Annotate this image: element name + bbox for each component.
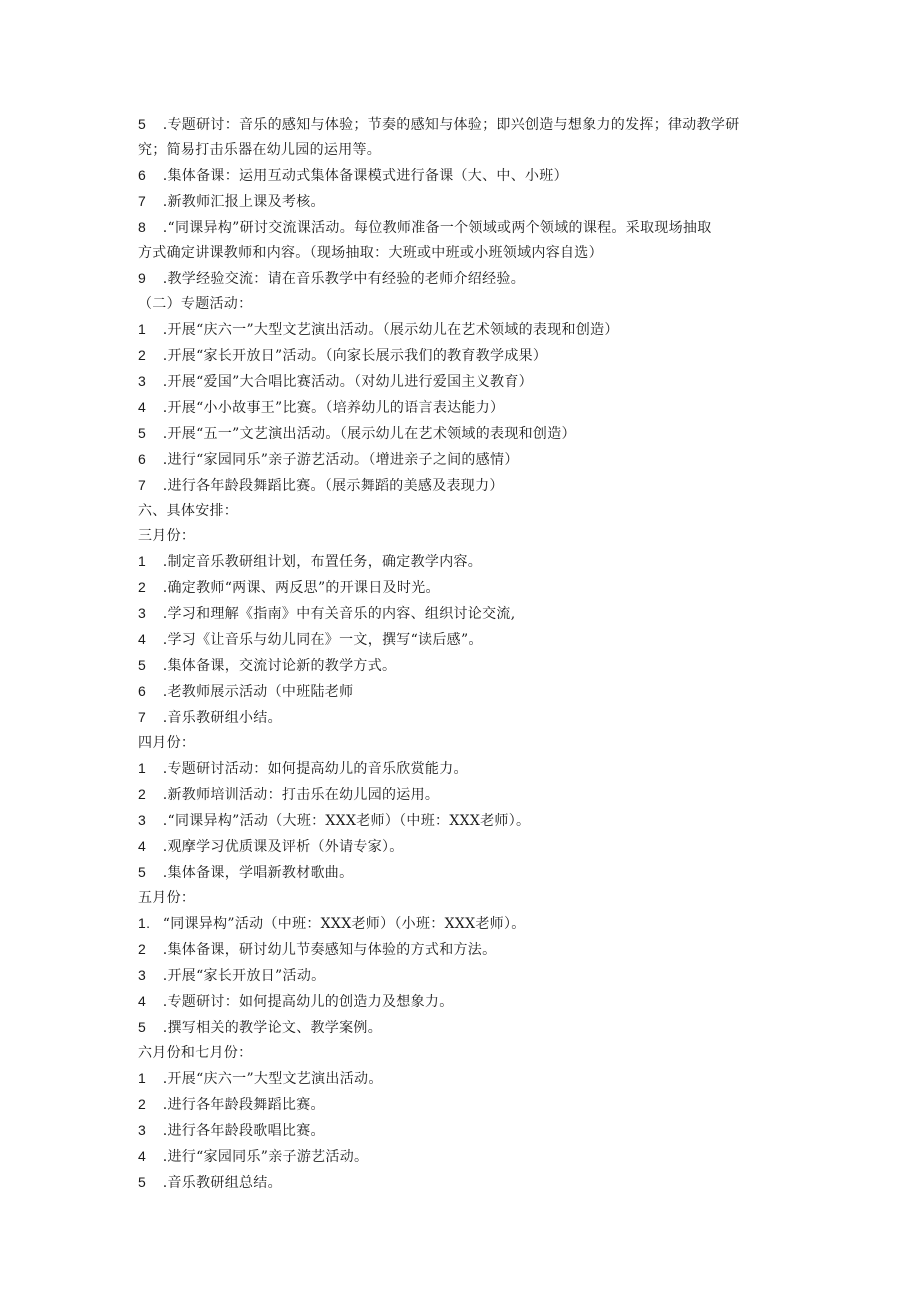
item-text: .老教师展示活动（中班陆老师 [158,684,354,700]
list-item [138,1066,810,1092]
list-item [138,549,810,575]
list-item [138,1118,810,1144]
list-item [138,369,810,395]
list-item [138,756,810,782]
item-text: .进行各年龄段舞蹈比赛。（展示舞蹈的美感及表现力） [158,478,504,494]
list-item [138,989,810,1015]
list-item [138,395,810,421]
section-heading-schedule: 六、具体安排： [138,503,239,519]
item-text: .专题研讨：音乐的感知与体验；节奏的感知与体验；即兴创造与想象力的发挥；律动教学研 [158,117,740,133]
list-item [138,343,810,369]
item-text: .开展“小小故事王”比赛。（培养幼儿的语言表达能力） [158,400,505,416]
item-text: .进行“家园同乐”亲子游艺活动。 [158,1149,369,1165]
list-item [138,782,810,808]
item-number: 2 [138,1096,147,1112]
month-heading-june-july: 六月份和七月份： [138,1045,253,1061]
item-text: .“同课异构”活动（大班：XXX老师）（中班：XXX老师）。 [158,813,531,829]
item-number: 8 [138,219,147,235]
item-number: 4 [138,838,147,854]
list-item [138,808,810,834]
list-item [138,705,810,731]
item-text: .学习和理解《指南》中有关音乐的内容、组织讨论交流, [158,606,516,622]
item-number: 6 [138,451,147,467]
item-number: 3 [138,812,147,828]
item-number: 1 [138,760,147,776]
item-number: 4 [138,631,147,647]
list-item [138,189,810,215]
item-number: 1. [138,915,151,931]
research-topics-list [138,112,810,292]
item-text: .进行各年龄段舞蹈比赛。 [158,1097,325,1113]
list-item [138,653,810,679]
list-item [138,937,810,963]
item-number: 5 [138,864,147,880]
list-item [138,447,810,473]
item-number: 5 [138,657,147,673]
list-item [138,963,810,989]
item-number: 2 [138,347,147,363]
item-number: 2 [138,941,147,957]
item-text: .确定教师“两课、两反思”的开课日及时光。 [158,580,440,596]
item-number: 4 [138,1148,147,1164]
item-number: 1 [138,553,147,569]
item-number: 7 [138,709,147,725]
item-text: .集体备课：运用互动式集体备课模式进行备课（大、中、小班） [158,168,568,184]
list-item [138,1170,810,1196]
item-text: .开展“爱国”大合唱比赛活动。（对幼儿进行爱国主义教育） [158,374,533,390]
item-number: 5 [138,1174,147,1190]
item-text: .撰写相关的教学论文、教学案例。 [158,1020,382,1036]
list-item [138,421,810,447]
item-number: 1 [138,1070,147,1086]
item-number: 5 [138,1019,147,1035]
list-item [138,317,810,343]
list-item-continuation: 方式确定讲课教师和内容。（现场抽取：大班或中班或小班领域内容自选） [138,245,603,261]
item-text: .进行各年龄段歌唱比赛。 [158,1123,325,1139]
item-text: .进行“家园同乐”亲子游艺活动。（增进亲子之间的感情） [158,452,519,468]
item-text: .“同课异构”研讨交流课活动。每位教师准备一个领域或两个领域的课程。采取现场抽取 [158,220,712,236]
item-number: 7 [138,477,147,493]
month-heading-may: 五月份： [138,890,196,906]
item-number: 6 [138,167,147,183]
list-item [138,215,810,241]
item-text: .新教师汇报上课及考核。 [158,194,325,210]
item-number: 1 [138,321,147,337]
item-text: .新教师培训活动：打击乐在幼儿园的运用。 [158,787,440,803]
item-text: .教学经验交流：请在音乐教学中有经验的老师介绍经验。 [158,271,525,287]
april-list [138,756,810,886]
item-number: 4 [138,399,147,415]
item-text: “同课异构”活动（中班：XXX老师）（小班：XXX老师）。 [158,916,526,932]
month-heading-march: 三月份： [138,528,196,544]
list-item [138,112,810,138]
march-list [138,549,810,731]
item-number: 2 [138,579,147,595]
item-text: .开展“家长开放日”活动。 [158,968,326,984]
list-item [138,860,810,886]
list-item-continuation: 究；简易打击乐器在幼儿园的运用等。 [138,142,382,158]
list-item [138,679,810,705]
item-text: .开展“庆六一”大型文艺演出活动。（展示幼儿在艺术领域的表现和创造） [158,322,619,338]
list-item [138,1015,810,1041]
list-item [138,1144,810,1170]
list-item [138,911,810,937]
item-text: .制定音乐教研组计划，布置任务，确定教学内容。 [158,554,483,570]
list-item [138,266,810,292]
item-text: .音乐教研组小结。 [158,710,282,726]
list-item [138,575,810,601]
list-item [138,834,810,860]
item-number: 6 [138,683,147,699]
june-july-list [138,1066,810,1196]
item-text: .学习《让音乐与幼儿同在》一文，撰写“读后感”。 [158,632,483,648]
item-text: .音乐教研组总结。 [158,1175,282,1191]
item-text: .观摩学习优质课及评析（外请专家）。 [158,839,404,855]
list-item [138,601,810,627]
list-item [138,627,810,653]
item-number: 4 [138,993,147,1009]
list-item [138,473,810,499]
item-number: 3 [138,373,147,389]
item-number: 3 [138,605,147,621]
item-text: .开展“庆六一”大型文艺演出活动。 [158,1071,383,1087]
month-heading-april: 四月份： [138,735,196,751]
may-list [138,911,810,1041]
item-text: .开展“五一”文艺演出活动。（展示幼儿在艺术领域的表现和创造） [158,426,576,442]
item-number: 5 [138,425,147,441]
item-number: 3 [138,967,147,983]
list-item [138,163,810,189]
item-number: 3 [138,1122,147,1138]
special-activities-list [138,317,810,499]
item-number: 9 [138,270,147,286]
item-number: 2 [138,786,147,802]
item-text: .专题研讨：如何提高幼儿的创造力及想象力。 [158,994,454,1010]
list-item [138,1092,810,1118]
item-text: .集体备课，交流讨论新的教学方式。 [158,658,397,674]
item-text: .集体备课，学唱新教材歌曲。 [158,865,354,881]
item-text: .开展“家长开放日”活动。（向家长展示我们的教育教学成果） [158,348,548,364]
item-number: 5 [138,116,147,132]
item-number: 7 [138,193,147,209]
section-heading-special-activities: （二）专题活动： [138,296,253,312]
item-text: .集体备课，研讨幼儿节奏感知与体验的方式和方法。 [158,942,497,958]
item-text: .专题研讨活动：如何提高幼儿的音乐欣赏能力。 [158,761,468,777]
